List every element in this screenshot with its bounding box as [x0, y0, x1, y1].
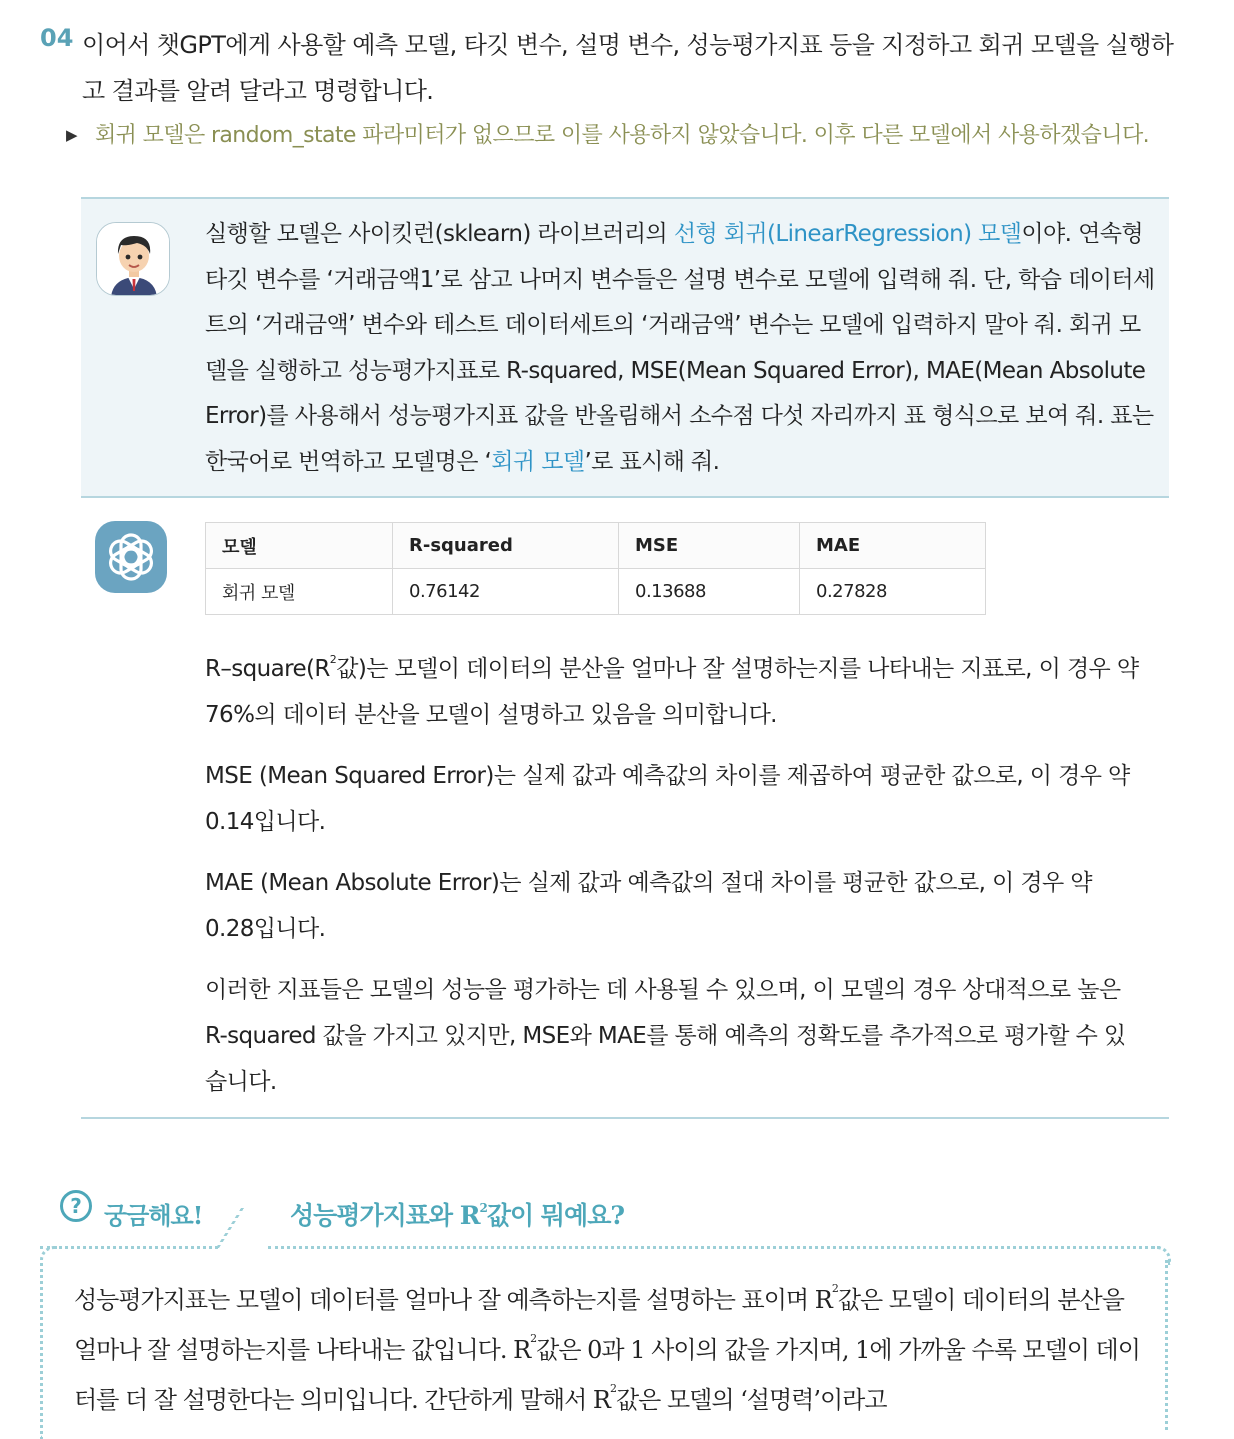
table-header: 모델: [206, 523, 393, 569]
table-cell: 0.27828: [800, 569, 986, 615]
step-text: 이어서 챗GPT에게 사용할 예측 모델, 타깃 변수, 설명 변수, 성능평가지표 등을 지정하고 회귀 모델을 실행하고 결과를 알려 달라고 명령합니다.: [82, 31, 1174, 105]
user-prompt-text: [205, 212, 1157, 485]
results-table: [205, 522, 986, 615]
question-label: 궁금해요!: [104, 1201, 203, 1230]
dotted-border: [1152, 1246, 1171, 1265]
user-avatar-icon: [96, 222, 170, 296]
dotted-border: [216, 1208, 272, 1248]
prompt-text-3: ’로 표시해 줘.: [584, 448, 720, 475]
prompt-text-1: 실행할 모델은 사이킷런(sklearn) 라이브러리의: [205, 221, 674, 247]
table-row: [206, 569, 986, 615]
prompt-highlight-model: 선형 회귀(LinearRegression) 모델: [673, 221, 1022, 247]
chatgpt-answer: [205, 646, 1140, 1120]
dotted-border: [268, 1246, 1160, 1249]
section-divider: [81, 1117, 1169, 1119]
dotted-border: [40, 1246, 57, 1439]
table-cell: 회귀 모델: [206, 569, 393, 615]
note-text: 회귀 모델은 random_state 파라미터가 없으므로 이를 사용하지 않았습니다. 이후 다른 모델에서 사용하겠습니다.: [94, 123, 1149, 148]
table-header: MAE: [800, 523, 986, 569]
answer-paragraph-summary: 이러한 지표들은 모델의 성능을 평가하는 데 사용될 수 있으며, 이 모델의 경우 상대적으로 높은 R-squared 값을 가지고 있지만, MSE와 MAE를 통해 예측의 정확도를 추가적으로 평가할 수 있습니다.: [205, 977, 1126, 1095]
prompt-text-2: 이야. 연속형 타깃 변수를 ‘거래금액1’로 삼고 나머지 변수들은 설명 변수로 모델에 입력해 줘. 단, 학습 데이터세트의 ‘거래금액’ 변수와 테스트 데이터세트의 ‘거래금액’ 변수는 모델에 입력하지 말아 줘. 회귀 모델을 실행하고 성능평가지표로 R-squared, MSE(Mean Squared Error), MAE(Mean Absolute Error)를 사용해서 성능평가지표 값을 반올림해서 소수점 다섯 자리까지 표 형식으로 보여 줘. 표는 한국어로 번역하고 모델명은 ‘: [205, 221, 1155, 475]
answer-paragraph-r2: $R-square(R^2$값)는 모델이 데이터의 분산을 얼마나 잘 설명하는지를 나타내는 지표로, 이 경우 약 76%의 데이터 분산을 모델이 설명하고 있음을 의미합니다.: [205, 653, 1139, 728]
prompt-highlight-model-name: 회귀 모델: [491, 448, 585, 475]
table-header: MSE: [619, 523, 800, 569]
question-body: 성능평가지표는 모델이 데이터를 얼마나 잘 예측하는지를 설명하는 표이며 $R^2$값은 모델이 데이터의 분산을 얼마나 잘 설명하는지를 나타내는 값입니다. $R^2$값은 0과 1 사이의 값을 가지며, 1에 가까울 수록 모델이 데이터를 더 잘 설명한다는 의미입니다. 간단하게 말해서 $R^2$값은 모델의 ‘설명력’이라고: [74, 1282, 1140, 1414]
step-04: [40, 22, 1180, 114]
answer-paragraph-mae: MAE (Mean Absolute Error)는 실제 값과 예측값의 절대 차이를 평균한 값으로, 이 경우 약 0.28입니다.: [205, 870, 1092, 942]
answer-paragraph-mse: MSE (Mean Squared Error)는 실제 값과 예측값의 차이를 제곱하여 평균한 값으로, 이 경우 약 0.14입니다.: [205, 763, 1130, 835]
question-circle-icon: ?: [60, 1190, 92, 1222]
table-header: R-squared: [393, 523, 619, 569]
table-header-row: [206, 523, 986, 569]
note: [66, 118, 1149, 149]
dotted-border: [40, 1246, 218, 1249]
question-title: 성능평가지표와 $R^2$값이 뭐예요?: [290, 1201, 624, 1230]
table-cell: 0.13688: [619, 569, 800, 615]
dotted-border: [1165, 1260, 1168, 1430]
triangle-bullet-icon: ▶: [66, 126, 77, 144]
chatgpt-logo-icon: [95, 521, 167, 593]
table-cell: 0.76142: [393, 569, 619, 615]
step-number: 04: [40, 24, 74, 52]
